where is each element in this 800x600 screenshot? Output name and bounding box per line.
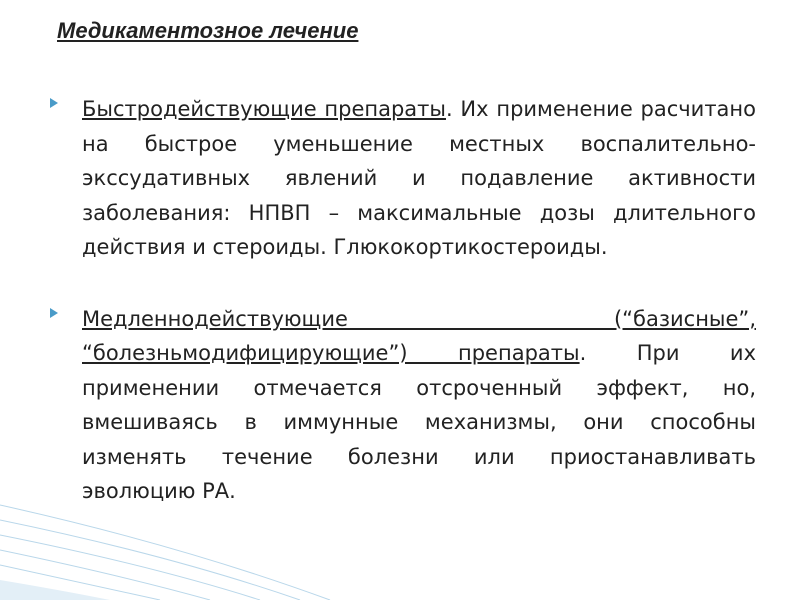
slide-title: Медикаментозное лечение: [57, 18, 359, 43]
bullet-body: . Их применение расчитано на быстрое уменьшение местных воспалительно-экссудативных явлений и подавление активности заболевания: НПВП – максимальные дозы длительного действия и стероиды. Глюкокортикостероиды.: [82, 97, 756, 259]
bullet-text: [82, 302, 756, 509]
bullet-item: [50, 302, 756, 509]
bullet-body: . При их применении отмечается отсроченный эффект, но, вмешиваясь в иммунные механизмы, они способны изменять течение болезни или приостанавливать эволюцию РА.: [82, 341, 756, 503]
bullet-arrow-icon: [50, 98, 58, 108]
bullet-text: [82, 92, 756, 265]
bullet-arrow-icon: [50, 308, 58, 318]
bullet-lead-term: Быстродействующие препараты: [82, 97, 446, 121]
bullet-lead-term: Медленнодействующие (“базисные”, “болезньмодифицирующие”) препараты: [82, 306, 756, 365]
bullet-item: [50, 92, 756, 265]
bullet-list: [50, 92, 756, 509]
